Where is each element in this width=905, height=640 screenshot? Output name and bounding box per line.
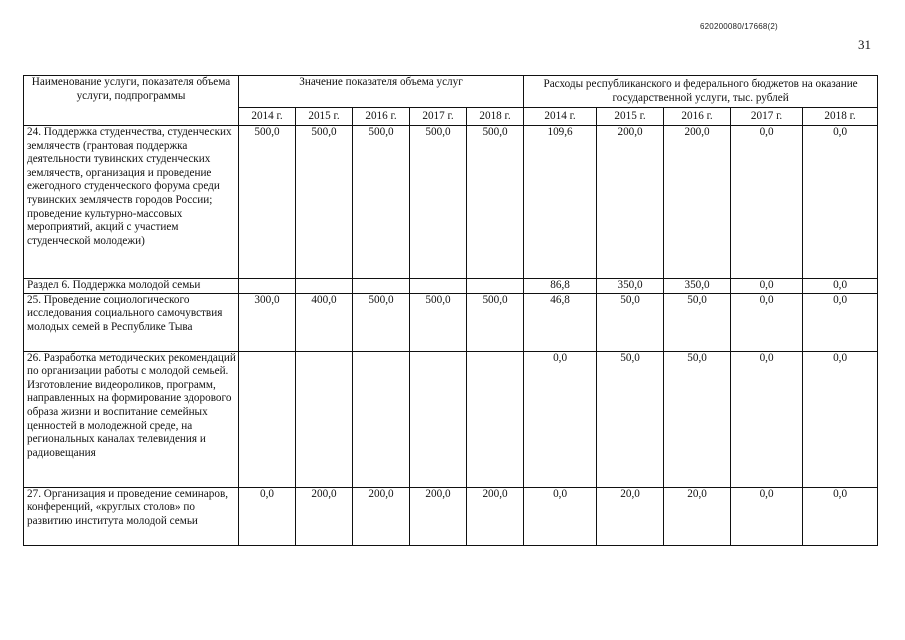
header-name-column: Наименование услуги, показателя объема услуги, подпрограммы [24,76,239,126]
cell-value: 200,0 [296,487,353,545]
cell-value: 0,0 [731,279,803,294]
cell-value: 500,0 [296,126,353,279]
cell-value: 0,0 [803,293,878,351]
cell-value: 350,0 [597,279,664,294]
row-name: 26. Разработка методических рекомендаций по организации работы с молодой семьей. Изготовление видеороликов, программ, направленных на формирование здорового образа жизни и воспитание семейных ценностей в молодежной среде, на региональных каналах телевидения и радиовещания [24,351,239,487]
row-name: Раздел 6. Поддержка молодой семьи [24,279,239,294]
cell-value: 200,0 [410,487,467,545]
table-row [24,487,878,545]
cell-value: 50,0 [597,293,664,351]
cell-value: 50,0 [664,351,731,487]
header-year: 2018 г. [803,108,878,126]
page-number: 31 [858,37,871,52]
table-row [24,351,878,487]
cell-value: 0,0 [803,351,878,487]
cell-value: 0,0 [731,351,803,487]
cell-value: 50,0 [664,293,731,351]
cell-value: 200,0 [597,126,664,279]
cell-value: 0,0 [803,126,878,279]
header-budget-group: Расходы республиканского и федерального бюджетов на оказание государственной услуги, тыс. рублей [524,76,878,108]
row-name: 27. Организация и проведение семинаров, конференций, «круглых столов» по развитию института молодой семьи [24,487,239,545]
table-row [24,126,878,279]
table-row [24,279,878,294]
cell-value: 109,6 [524,126,597,279]
cell-value: 0,0 [731,126,803,279]
cell-value [296,351,353,487]
cell-value: 500,0 [410,293,467,351]
header-year: 2017 г. [410,108,467,126]
cell-value: 46,8 [524,293,597,351]
cell-value: 300,0 [239,293,296,351]
cell-value: 500,0 [467,293,524,351]
header-year: 2014 г. [239,108,296,126]
cell-value [239,279,296,294]
header-year: 2017 г. [731,108,803,126]
header-year: 2014 г. [524,108,597,126]
cell-value: 400,0 [296,293,353,351]
cell-value: 200,0 [467,487,524,545]
cell-value: 20,0 [597,487,664,545]
cell-value [296,279,353,294]
cell-value [410,351,467,487]
cell-value: 0,0 [803,279,878,294]
table-row [24,293,878,351]
cell-value: 200,0 [353,487,410,545]
cell-value [467,279,524,294]
cell-value [410,279,467,294]
header-row-groups [24,76,878,108]
row-name: 25. Проведение социологического исследования социального самочувствия молодых семей в Республике Тыва [24,293,239,351]
cell-value: 350,0 [664,279,731,294]
cell-value [353,279,410,294]
budget-table [23,75,878,546]
cell-value [353,351,410,487]
cell-value: 0,0 [803,487,878,545]
cell-value: 0,0 [524,351,597,487]
cell-value [239,351,296,487]
cell-value: 200,0 [664,126,731,279]
header-year: 2016 г. [353,108,410,126]
cell-value: 0,0 [239,487,296,545]
cell-value: 50,0 [597,351,664,487]
cell-value: 500,0 [410,126,467,279]
cell-value: 500,0 [467,126,524,279]
header-year: 2016 г. [664,108,731,126]
header-year: 2015 г. [597,108,664,126]
cell-value: 0,0 [731,293,803,351]
cell-value: 86,8 [524,279,597,294]
cell-value: 0,0 [731,487,803,545]
document-code: 620200080/17668(2) [700,22,778,31]
cell-value: 500,0 [239,126,296,279]
cell-value: 20,0 [664,487,731,545]
cell-value [467,351,524,487]
row-name: 24. Поддержка студенчества, студенческих землячеств (грантовая поддержка деятельности тувинских студенческих землячеств, организация и проведение ежегодного студенческого форума среди тувинских землячеств городов России; проведение культурно-массовых мероприятий, акций с участием студенческой молодежи) [24,126,239,279]
header-year: 2015 г. [296,108,353,126]
header-volume-group: Значение показателя объема услуг [239,76,524,108]
header-year: 2018 г. [467,108,524,126]
cell-value: 500,0 [353,293,410,351]
cell-value: 0,0 [524,487,597,545]
cell-value: 500,0 [353,126,410,279]
